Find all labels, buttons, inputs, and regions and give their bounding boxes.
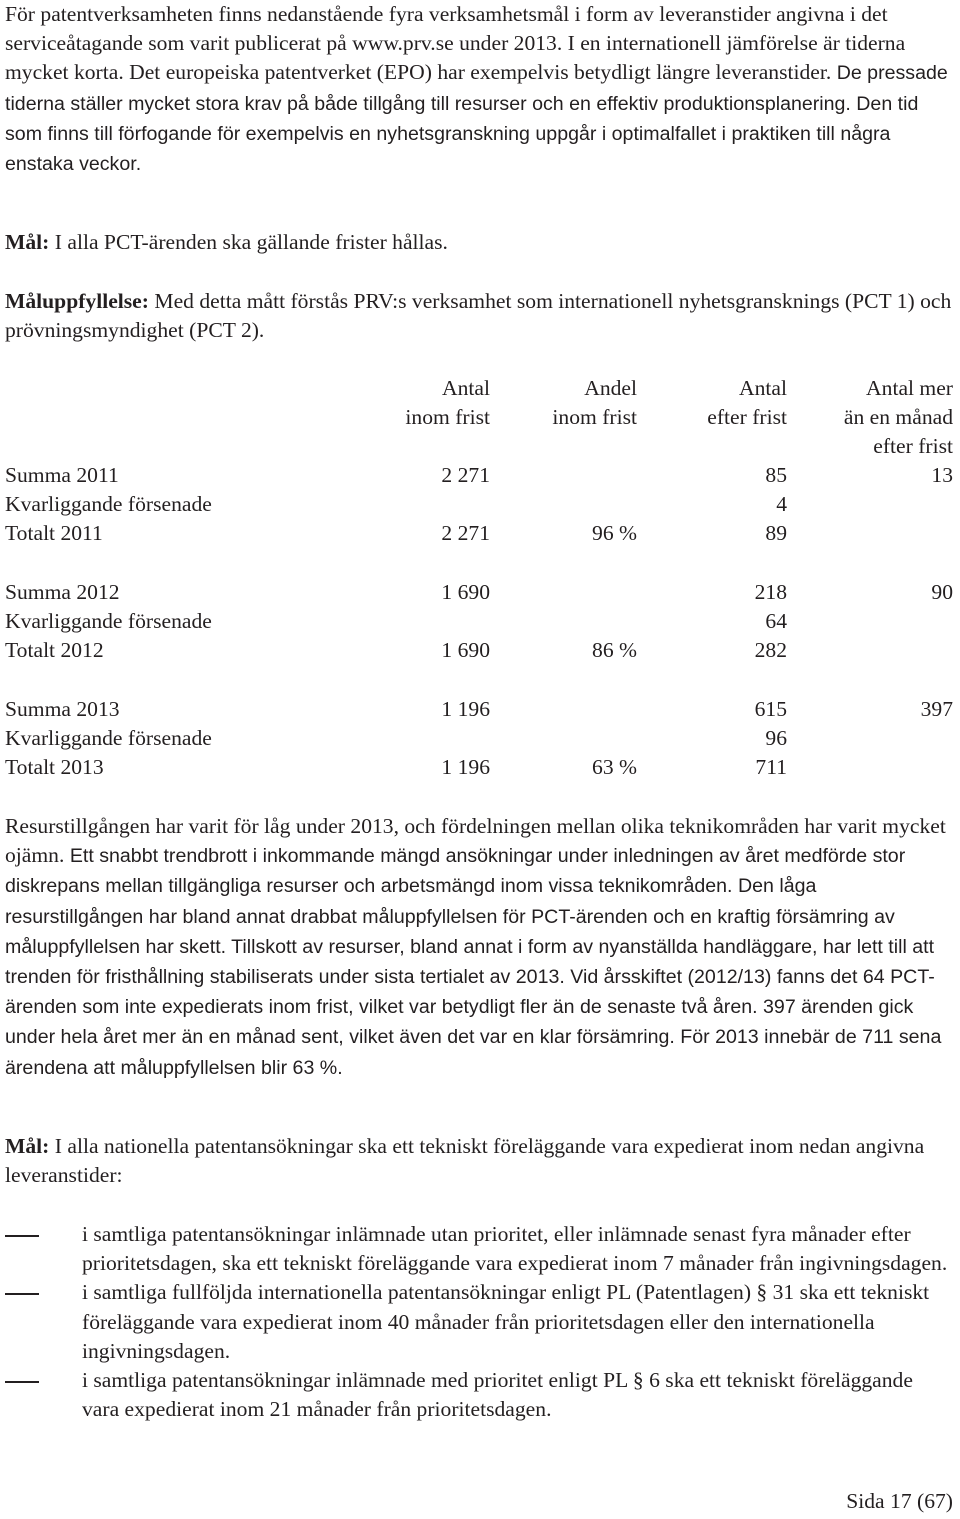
header-line: Antal [739,376,787,400]
table-row [5,724,955,753]
cell-count-within: 1 690 [441,580,490,604]
page-number: Sida 17 (67) [846,1489,953,1513]
resource-text-sans-d: Vid årsskiftet (2012/13) fanns det 64 PCT-ärenden som inte expedierats inom frist, vilket var betydligt fler än de senaste två åren. [5,966,935,1019]
cell-count-after: 282 [754,638,787,663]
list-item-text: i samtliga fullföljda internationella patentansökningar enligt PL (Patentlagen) § 31 ska ett tekniskt föreläggande vara expedierat inom 40 månader från prioritetsdagen eller den internationella ingivningsdagen. [82,1280,930,1363]
cell-share-within: 86 % [592,638,637,663]
header-line: Andel [584,376,637,400]
resource-text-sans-b: Den låga resurstillgången har bland annat drabbat måluppfyllelsen för PCT-ärenden och en kraftig försämring av måluppfyllelsen har skett. [5,875,895,958]
list-item [5,1366,955,1424]
goal-fulfilment-label: Måluppfyllelse: [5,289,149,313]
row-label: Totalt 2012 [5,638,104,663]
goal-national-text: I alla nationella patentansökningar ska ett tekniskt föreläggande vara expedierat inom nedan angivna leveranstider: [5,1134,925,1188]
dash-bullet [5,1293,39,1295]
table-row [5,578,955,607]
goal-national-label: Mål: [5,1134,50,1158]
table-row [5,490,955,519]
table-row [5,519,955,548]
row-label: Summa 2011 [5,463,119,487]
cell-share-within: 63 % [592,755,637,780]
intro-text-sans-b: Den tid som finns till förfogande för exempelvis en nyhetsgranskning uppgår i optimalfallet i praktiken till några enstaka veckor. [5,92,919,176]
header-line: inom frist [405,405,490,430]
table-header [5,374,955,462]
row-label: Summa 2013 [5,697,120,721]
list-item-text: i samtliga patentansökningar inlämnade utan prioritet, eller inlämnade senast fyra månader efter prioritetsdagen, ska ett tekniskt föreläggande vara expedierat inom 7 månader från ingivningsdagen. [82,1222,948,1276]
header-share-within [552,374,637,432]
intro-paragraph [5,0,955,179]
table-row [5,461,955,490]
goal-pct-text: I alla PCT-ärenden ska gällande frister hållas. [49,230,448,254]
table-row [5,753,955,782]
resource-text-sans-c: Tillskott av resurser, bland annat i form av nyanställda handläggare, har lett till att trenden för fristhållning stabiliserats under sista tertialet av 2013. [5,935,935,989]
cell-count-after: 89 [765,521,787,546]
goal-fulfilment-text: Med detta mått förstås PRV:s verksamhet som internationell nyhetsgransknings (PCT 1) och prövningsmyndighet (PCT 2). [5,289,952,343]
resource-text-serif: Resurstillgången har varit för låg under 2013, och fördelningen mellan olika teknikområden har varit mycket ojämn. [5,814,946,868]
table-row [5,636,955,665]
goal-pct [5,228,955,257]
header-line: efter frist [873,434,953,459]
header-line: Antal mer [866,376,953,400]
table-row [5,695,955,724]
cell-count-after: 615 [754,697,787,721]
header-count-after [707,374,787,432]
cell-count-after: 218 [754,580,787,604]
row-label: Totalt 2013 [5,755,104,780]
cell-count-within: 2 271 [441,521,490,546]
header-line: än en månad [843,405,953,430]
list-item [5,1278,955,1366]
resource-text-sans-e: 397 ärenden gick under hela året mer än en månad sent, vilket även det var en klar försämring. [5,996,914,1049]
header-line: Antal [442,376,490,400]
row-label: Totalt 2011 [5,521,103,546]
goal-national [5,1132,955,1190]
cell-count-within: 2 271 [441,463,490,487]
resource-paragraph [5,812,955,1083]
cell-more-than-month: 397 [920,697,953,721]
row-label: Summa 2012 [5,580,120,604]
row-label: Kvarliggande försenade [5,726,212,751]
cell-more-than-month: 90 [931,580,953,604]
cell-share-within: 96 % [592,521,637,546]
list-item [5,1220,955,1278]
delivery-time-list [5,1220,955,1424]
intro-text-sans-a: De pressade tiderna ställer mycket stora krav på både tillgång till resurser och en effektiv produktionsplanering. [5,62,948,115]
header-line: inom frist [552,405,637,430]
dash-bullet [5,1235,39,1237]
cell-more-than-month: 13 [931,463,953,487]
list-item-text: i samtliga patentansökningar inlämnade med prioritet enligt PL § 6 ska ett tekniskt föreläggande vara expedierat inom 21 månader från prioritetsdagen. [82,1368,913,1422]
cell-count-after: 85 [765,463,787,487]
goal-fulfilment [5,287,955,345]
cell-count-within: 1 690 [441,638,490,663]
header-count-within [405,374,490,432]
cell-count-within: 1 196 [441,697,490,721]
table-row [5,607,955,636]
row-label: Kvarliggande försenade [5,492,212,517]
cell-count-after: 96 [765,726,787,751]
cell-count-after: 711 [755,755,787,780]
resource-text-sans-a: Ett snabbt trendbrott i inkommande mängd ansökningar under inledningen av året medförde stor diskrepans mellan tillgängliga resurser och arbetsmängd inom vissa teknikområden. [5,845,906,898]
cell-count-after: 4 [776,492,787,517]
dash-bullet [5,1381,39,1383]
resource-text-sans-f: För 2013 innebär de 711 sena ärendena att måluppfyllelsen blir 63 %. [5,1026,942,1079]
intro-text-serif: För patentverksamheten finns nedanstående fyra verksamhetsmål i form av leveranstider angivna i det serviceåtagande som varit publicerat på www.prv.se under 2013. I en internationell jämförelse är tiderna mycket korta. Det europeiska patentverket (EPO) har exempelvis betydligt längre leveranstider. [5,2,906,85]
goal-pct-label: Mål: [5,230,50,254]
header-more-than-month [844,374,953,462]
cell-count-after: 64 [765,609,787,634]
row-label: Kvarliggande försenade [5,609,212,634]
header-line: efter frist [707,405,787,430]
cell-count-within: 1 196 [441,755,490,780]
